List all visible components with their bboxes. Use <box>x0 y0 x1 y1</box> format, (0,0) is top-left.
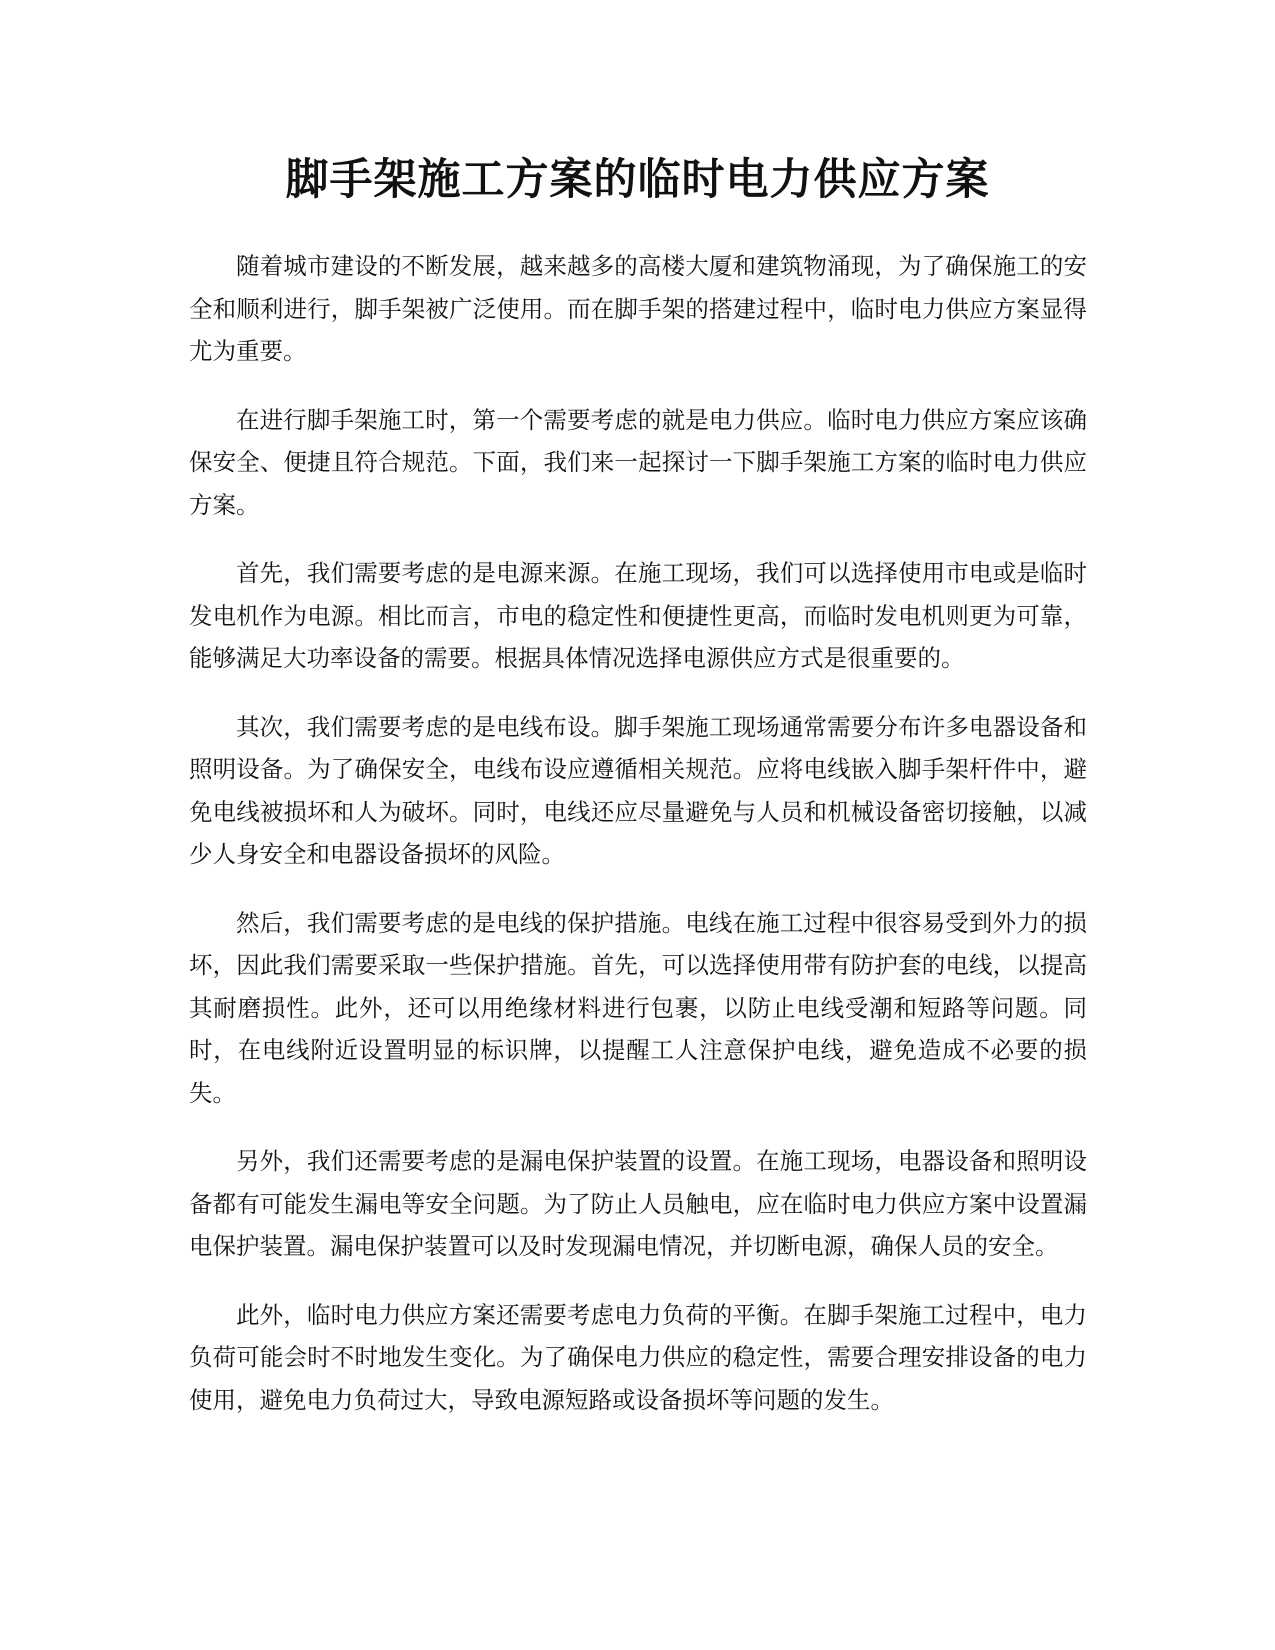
document-title: 脚手架施工方案的临时电力供应方案 <box>285 155 990 205</box>
paragraph-load-balance: 此外，临时电力供应方案还需要考虑电力负荷的平衡。在脚手架施工过程中，电力负荷可能会时不时地发生变化。为了确保电力供应的稳定性，需要合理安排设备的电力使用，避免电力负荷过大，导致电源短路或设备损坏等问题的发生。 <box>189 1300 1087 1414</box>
paragraph-intro: 随着城市建设的不断发展，越来越多的高楼大厦和建筑物涌现，为了确保施工的安全和顺利进行，脚手架被广泛使用。而在脚手架的搭建过程中，临时电力供应方案显得尤为重要。 <box>189 252 1087 365</box>
paragraph-wire-protection: 然后，我们需要考虑的是电线的保护措施。电线在施工过程中很容易受到外力的损坏，因此我们需要采取一些保护措施。首先，可以选择使用带有防护套的电线，以提高其耐磨损性。此外，还可以用绝缘材料进行包裹，以防止电线受潮和短路等问题。同时，在电线附近设置明显的标识牌，以提醒工人注意保护电线，避免造成不必要的损失。 <box>189 908 1087 1107</box>
paragraph-leakage-protection: 另外，我们还需要考虑的是漏电保护装置的设置。在施工现场，电器设备和照明设备都有可能发生漏电等安全问题。为了防止人员触电，应在临时电力供应方案中设置漏电保护装置。漏电保护装置可以及时发现漏电情况，并切断电源，确保人员的安全。 <box>189 1147 1087 1260</box>
paragraph-power-supply: 在进行脚手架施工时，第一个需要考虑的就是电力供应。临时电力供应方案应该确保安全、便捷且符合规范。下面，我们来一起探讨一下脚手架施工方案的临时电力供应方案。 <box>189 405 1087 519</box>
document-body <box>189 245 1087 1447</box>
paragraph-power-source: 首先，我们需要考虑的是电源来源。在施工现场，我们可以选择使用市电或是临时发电机作为电源。相比而言，市电的稳定性和便捷性更高，而临时发电机则更为可靠，能够满足大功率设备的需要。根据具体情况选择电源供应方式是很重要的。 <box>189 559 1087 672</box>
paragraph-wiring: 其次，我们需要考虑的是电线布设。脚手架施工现场通常需要分布许多电器设备和照明设备。为了确保安全，电线布设应遵循相关规范。应将电线嵌入脚手架杆件中，避免电线被损坏和人为破坏。同时，电线还应尽量避免与人员和机械设备密切接触，以减少人身安全和电器设备损坏的风险。 <box>189 712 1087 868</box>
